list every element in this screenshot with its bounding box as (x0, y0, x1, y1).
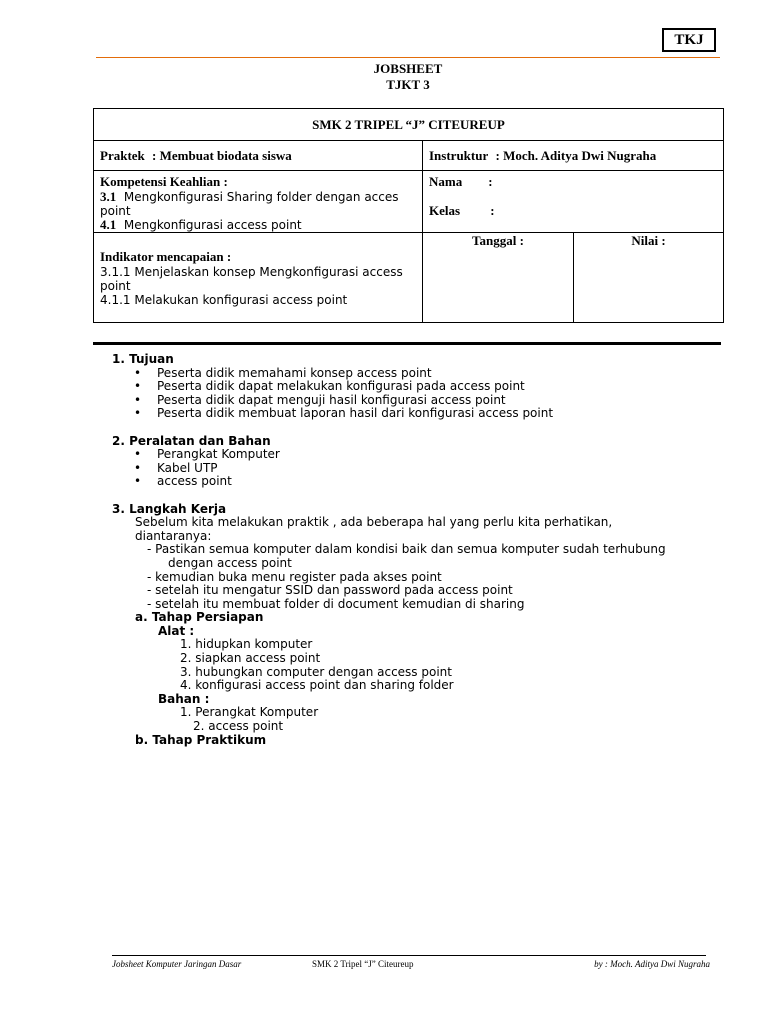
alat-item: 4. konfigurasi access point dan sharing folder (180, 678, 454, 693)
nilai-cell (574, 233, 724, 323)
info-table (93, 108, 724, 323)
bahan-item: 2. access point (193, 719, 284, 734)
step-item: - setelah itu membuat folder di document kemudian di sharing (147, 596, 525, 611)
jobsheet-content (112, 353, 722, 747)
nama-kelas-cell (423, 171, 724, 233)
document-title (96, 61, 720, 93)
kompetensi-cell (94, 171, 423, 233)
nama-field (429, 174, 717, 203)
praktek-cell (94, 141, 423, 171)
kelas-field (429, 203, 717, 219)
list-item: • Peserta didik dapat menguji hasil konfigurasi access point (112, 394, 722, 408)
nama-label: Nama (429, 174, 463, 189)
tujuan-heading: 1. Tujuan (112, 352, 174, 366)
praktikum-heading: b. Tahap Praktikum (135, 732, 267, 747)
school-name: SMK 2 TRIPEL “J” CITEUREUP (94, 109, 724, 141)
bahan-label: Bahan : (158, 691, 210, 706)
tujuan-list (112, 367, 722, 421)
list-item: • access point (112, 475, 722, 489)
indikator-cell (94, 233, 423, 323)
header-rule (96, 57, 720, 58)
alat-item: 3. hubungkan computer dengan access point (180, 664, 452, 679)
instruktur-cell (423, 141, 724, 171)
jobsheet-title: JOBSHEET (373, 61, 443, 76)
indikator-item: 4.1.1 Melakukan konfigurasi access point (100, 293, 348, 307)
step-item: - Pastikan semua komputer dalam kondisi baik dan semua komputer sudah terhubung dengan access point (147, 542, 666, 570)
praktek-value: : Membuat biodata siswa (152, 147, 292, 163)
jobsheet-subtitle: TJKT 3 (386, 77, 430, 92)
footer-rule (112, 955, 706, 956)
peralatan-list (112, 448, 722, 489)
footer-center: SMK 2 Tripel “J” Citeureup (312, 959, 414, 969)
list-item: • Peserta didik memahami konsep access point (112, 367, 722, 381)
list-item: • Peserta didik dapat melakukan konfigurasi pada access point (112, 380, 722, 394)
nama-separator: : (488, 174, 493, 189)
kompetensi-item: 3.1 Mengkonfigurasi Sharing folder dengan acces point (100, 189, 399, 218)
bahan-item: 1. Perangkat Komputer (180, 705, 319, 720)
kelas-label: Kelas (429, 203, 461, 218)
list-item: • Perangkat Komputer (112, 448, 722, 462)
kompetensi-heading: Kompetensi Keahlian : (100, 174, 228, 189)
step-item: - kemudian buka menu register pada akses point (147, 569, 442, 584)
instruktur-label: Instruktur (429, 147, 489, 163)
indikator-heading: Indikator mencapaian : (100, 249, 232, 264)
nilai-label: Nilai : (631, 233, 666, 248)
section-divider (93, 342, 721, 345)
kelas-separator: : (490, 203, 495, 218)
tanggal-cell (423, 233, 574, 323)
indikator-item: 3.1.1 Menjelaskan konsep Mengkonfigurasi access point (100, 265, 403, 293)
footer-right: by : Moch. Aditya Dwi Nugraha (594, 959, 710, 969)
alat-item: 2. siapkan access point (180, 651, 321, 666)
persiapan-heading: a. Tahap Persiapan (135, 610, 264, 625)
alat-label: Alat : (158, 623, 195, 638)
alat-item: 1. hidupkan komputer (180, 637, 313, 652)
praktek-label: Praktek (100, 147, 145, 163)
tkj-badge: TKJ (662, 28, 716, 52)
langkah-intro: Sebelum kita melakukan praktik , ada beberapa hal yang perlu kita perhatikan, diantaranya: (135, 515, 613, 543)
langkah-kerja-heading: 3. Langkah Kerja (112, 501, 227, 516)
list-item: • Kabel UTP (112, 462, 722, 476)
tanggal-label: Tanggal : (472, 233, 524, 248)
step-item: - setelah itu mengatur SSID dan password pada access point (147, 583, 513, 598)
kompetensi-item: 4.1 Mengkonfigurasi access point (100, 217, 302, 232)
peralatan-heading: 2. Peralatan dan Bahan (112, 433, 271, 448)
footer-left: Jobsheet Komputer Jaringan Dasar (112, 959, 242, 969)
instruktur-value: : Moch. Aditya Dwi Nugraha (495, 147, 657, 163)
list-item: • Peserta didik membuat laporan hasil dari konfigurasi access point (112, 407, 722, 421)
